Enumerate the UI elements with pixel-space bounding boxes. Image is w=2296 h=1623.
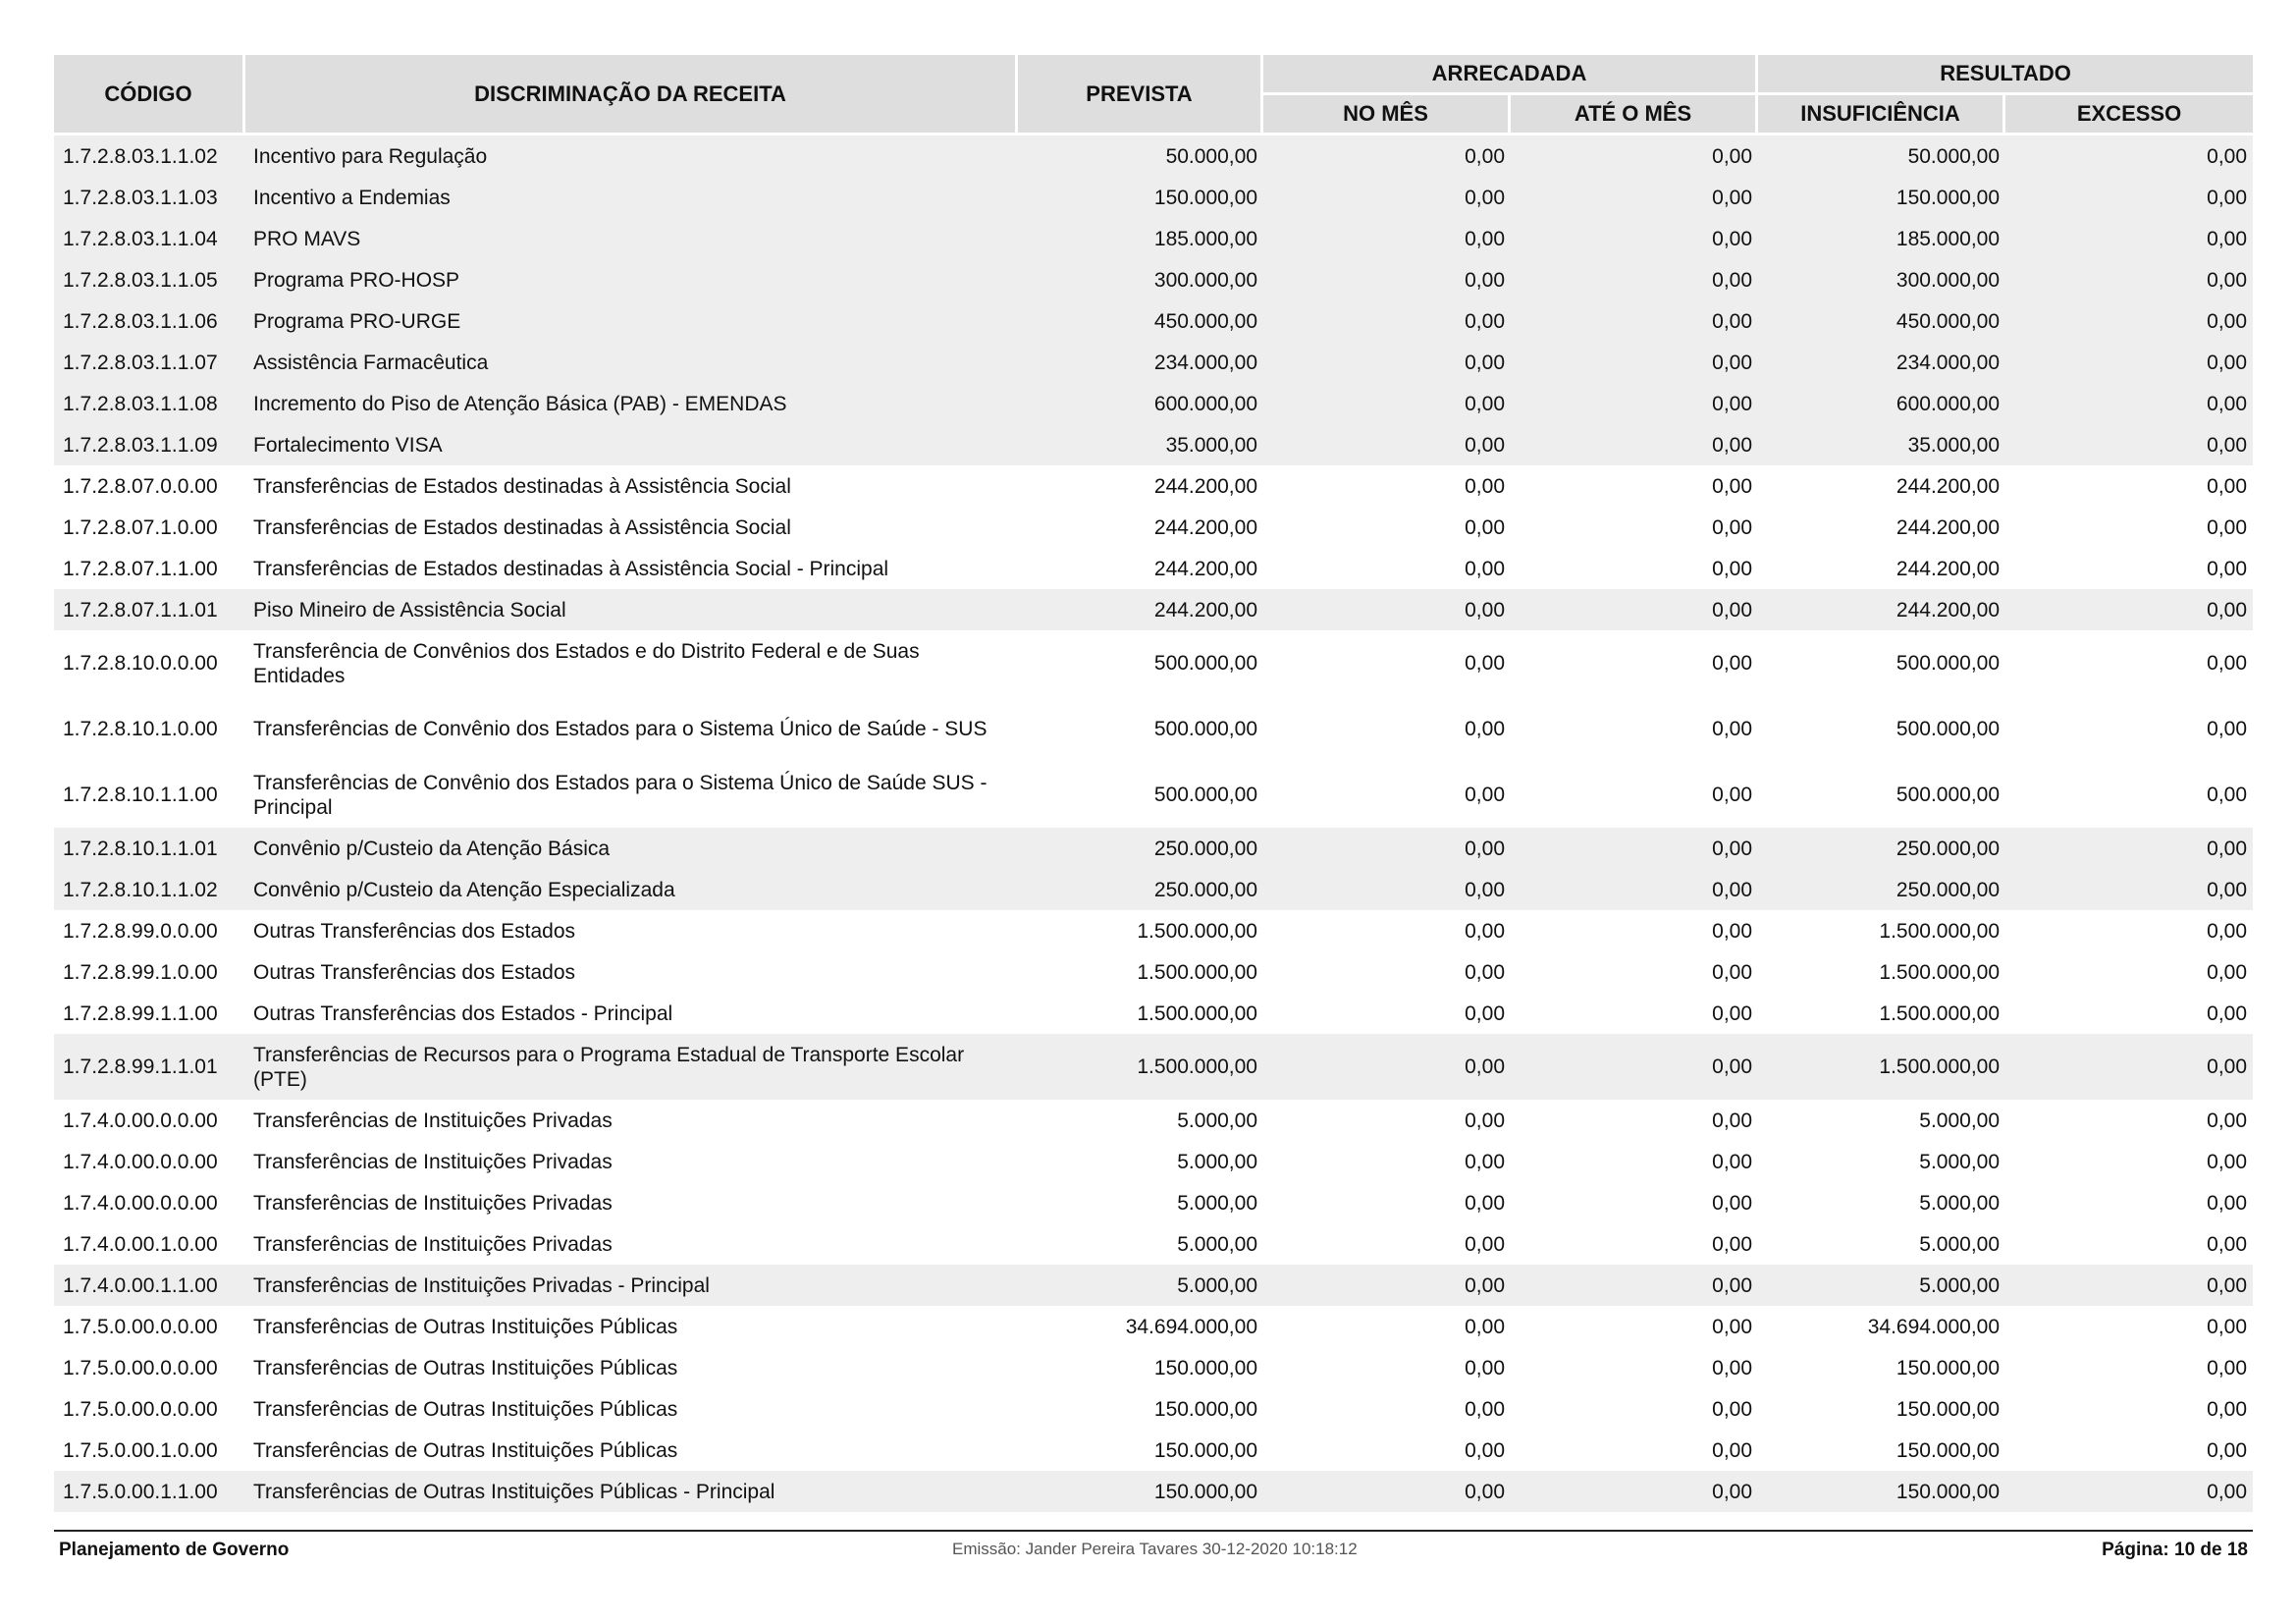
table-row — [54, 177, 2253, 218]
prevista-cell: 244.200,00 — [1018, 548, 1263, 589]
ate-o-mes-cell: 0,00 — [1511, 869, 1758, 910]
description-cell: Outras Transferências dos Estados - Principal — [245, 993, 1018, 1034]
no-mes-cell: 0,00 — [1263, 993, 1511, 1034]
table-row — [54, 910, 2253, 951]
no-mes-cell: 0,00 — [1263, 1034, 1511, 1100]
description-cell: Transferências de Recursos para o Programa Estadual de Transporte Escolar (PTE) — [245, 1034, 1018, 1100]
code-cell: 1.7.2.8.10.1.0.00 — [54, 696, 245, 762]
ate-o-mes-cell: 0,00 — [1511, 135, 1758, 177]
prevista-cell: 234.000,00 — [1018, 342, 1263, 383]
ate-o-mes-cell: 0,00 — [1511, 300, 1758, 342]
prevista-cell: 300.000,00 — [1018, 259, 1263, 300]
insuficiencia-cell: 150.000,00 — [1758, 177, 2005, 218]
table-row — [54, 342, 2253, 383]
table-row — [54, 465, 2253, 507]
table-row — [54, 424, 2253, 465]
code-cell: 1.7.2.8.03.1.1.09 — [54, 424, 245, 465]
prevista-cell: 500.000,00 — [1018, 696, 1263, 762]
table-row — [54, 259, 2253, 300]
ate-o-mes-cell: 0,00 — [1511, 383, 1758, 424]
insuficiencia-cell: 600.000,00 — [1758, 383, 2005, 424]
header-discriminacao: DISCRIMINAÇÃO DA RECEITA — [245, 55, 1018, 135]
description-cell: Outras Transferências dos Estados — [245, 951, 1018, 993]
description-cell: Incentivo para Regulação — [245, 135, 1018, 177]
insuficiencia-cell: 5.000,00 — [1758, 1265, 2005, 1306]
table-row — [54, 1182, 2253, 1223]
excesso-cell: 0,00 — [2005, 696, 2253, 762]
insuficiencia-cell: 1.500.000,00 — [1758, 910, 2005, 951]
prevista-cell: 244.200,00 — [1018, 465, 1263, 507]
prevista-cell: 600.000,00 — [1018, 383, 1263, 424]
table-row — [54, 300, 2253, 342]
no-mes-cell: 0,00 — [1263, 1388, 1511, 1430]
prevista-cell: 5.000,00 — [1018, 1223, 1263, 1265]
ate-o-mes-cell: 0,00 — [1511, 951, 1758, 993]
prevista-cell: 35.000,00 — [1018, 424, 1263, 465]
table-row — [54, 828, 2253, 869]
code-cell: 1.7.2.8.07.1.1.01 — [54, 589, 245, 630]
prevista-cell: 500.000,00 — [1018, 630, 1263, 696]
no-mes-cell: 0,00 — [1263, 383, 1511, 424]
description-cell: Transferências de Instituições Privadas — [245, 1100, 1018, 1141]
prevista-cell: 150.000,00 — [1018, 177, 1263, 218]
table-row — [54, 507, 2253, 548]
code-cell: 1.7.2.8.03.1.1.07 — [54, 342, 245, 383]
insuficiencia-cell: 150.000,00 — [1758, 1347, 2005, 1388]
description-cell: Transferências de Instituições Privadas — [245, 1182, 1018, 1223]
code-cell: 1.7.2.8.03.1.1.03 — [54, 177, 245, 218]
header-excesso: EXCESSO — [2005, 95, 2253, 135]
code-cell: 1.7.2.8.03.1.1.05 — [54, 259, 245, 300]
ate-o-mes-cell: 0,00 — [1511, 1430, 1758, 1471]
description-cell: Fortalecimento VISA — [245, 424, 1018, 465]
ate-o-mes-cell: 0,00 — [1511, 1388, 1758, 1430]
table-row — [54, 696, 2253, 762]
description-cell: Programa PRO-URGE — [245, 300, 1018, 342]
excesso-cell: 0,00 — [2005, 1388, 2253, 1430]
excesso-cell: 0,00 — [2005, 1471, 2253, 1512]
description-cell: Assistência Farmacêutica — [245, 342, 1018, 383]
no-mes-cell: 0,00 — [1263, 424, 1511, 465]
table-row — [54, 1306, 2253, 1347]
no-mes-cell: 0,00 — [1263, 548, 1511, 589]
excesso-cell: 0,00 — [2005, 1034, 2253, 1100]
insuficiencia-cell: 5.000,00 — [1758, 1223, 2005, 1265]
excesso-cell: 0,00 — [2005, 951, 2253, 993]
no-mes-cell: 0,00 — [1263, 300, 1511, 342]
insuficiencia-cell: 50.000,00 — [1758, 135, 2005, 177]
insuficiencia-cell: 244.200,00 — [1758, 589, 2005, 630]
prevista-cell: 1.500.000,00 — [1018, 910, 1263, 951]
footer-emission: Emissão: Jander Pereira Tavares 30-12-2020 10:18:12 — [952, 1540, 1358, 1558]
no-mes-cell: 0,00 — [1263, 910, 1511, 951]
code-cell: 1.7.4.0.00.1.1.00 — [54, 1265, 245, 1306]
excesso-cell: 0,00 — [2005, 1430, 2253, 1471]
insuficiencia-cell: 35.000,00 — [1758, 424, 2005, 465]
excesso-cell: 0,00 — [2005, 177, 2253, 218]
prevista-cell: 5.000,00 — [1018, 1141, 1263, 1182]
code-cell: 1.7.2.8.99.1.1.00 — [54, 993, 245, 1034]
insuficiencia-cell: 500.000,00 — [1758, 762, 2005, 828]
excesso-cell: 0,00 — [2005, 1347, 2253, 1388]
insuficiencia-cell: 250.000,00 — [1758, 828, 2005, 869]
prevista-cell: 150.000,00 — [1018, 1347, 1263, 1388]
table-row — [54, 135, 2253, 177]
description-cell: Transferências de Outras Instituições Públicas — [245, 1347, 1018, 1388]
excesso-cell: 0,00 — [2005, 507, 2253, 548]
no-mes-cell: 0,00 — [1263, 630, 1511, 696]
footer-department: Planejamento de Governo — [59, 1540, 290, 1560]
revenue-table — [54, 55, 2253, 1512]
excesso-cell: 0,00 — [2005, 589, 2253, 630]
table-row — [54, 218, 2253, 259]
ate-o-mes-cell: 0,00 — [1511, 993, 1758, 1034]
ate-o-mes-cell: 0,00 — [1511, 1306, 1758, 1347]
table-row — [54, 869, 2253, 910]
page-footer — [59, 1540, 2248, 1569]
insuficiencia-cell: 244.200,00 — [1758, 507, 2005, 548]
no-mes-cell: 0,00 — [1263, 951, 1511, 993]
table-body — [54, 135, 2253, 1512]
ate-o-mes-cell: 0,00 — [1511, 177, 1758, 218]
excesso-cell: 0,00 — [2005, 630, 2253, 696]
description-cell: Programa PRO-HOSP — [245, 259, 1018, 300]
insuficiencia-cell: 244.200,00 — [1758, 465, 2005, 507]
table-row — [54, 589, 2253, 630]
ate-o-mes-cell: 0,00 — [1511, 1100, 1758, 1141]
insuficiencia-cell: 450.000,00 — [1758, 300, 2005, 342]
code-cell: 1.7.4.0.00.0.0.00 — [54, 1100, 245, 1141]
ate-o-mes-cell: 0,00 — [1511, 1141, 1758, 1182]
prevista-cell: 500.000,00 — [1018, 762, 1263, 828]
code-cell: 1.7.2.8.03.1.1.02 — [54, 135, 245, 177]
table-row — [54, 1141, 2253, 1182]
ate-o-mes-cell: 0,00 — [1511, 589, 1758, 630]
header-codigo: CÓDIGO — [54, 55, 245, 135]
prevista-cell: 250.000,00 — [1018, 869, 1263, 910]
prevista-cell: 150.000,00 — [1018, 1388, 1263, 1430]
table-row — [54, 762, 2253, 828]
table-row — [54, 630, 2253, 696]
excesso-cell: 0,00 — [2005, 1141, 2253, 1182]
report-page — [54, 55, 2253, 1512]
header-no-mes: NO MÊS — [1263, 95, 1511, 135]
code-cell: 1.7.5.0.00.1.1.00 — [54, 1471, 245, 1512]
no-mes-cell: 0,00 — [1263, 1430, 1511, 1471]
description-cell: Transferências de Estados destinadas à Assistência Social — [245, 465, 1018, 507]
code-cell: 1.7.2.8.99.0.0.00 — [54, 910, 245, 951]
excesso-cell: 0,00 — [2005, 869, 2253, 910]
insuficiencia-cell: 500.000,00 — [1758, 696, 2005, 762]
footer-divider — [54, 1530, 2253, 1532]
excesso-cell: 0,00 — [2005, 1223, 2253, 1265]
code-cell: 1.7.4.0.00.0.0.00 — [54, 1182, 245, 1223]
description-cell: Transferências de Outras Instituições Públicas - Principal — [245, 1471, 1018, 1512]
ate-o-mes-cell: 0,00 — [1511, 424, 1758, 465]
table-row — [54, 1034, 2253, 1100]
prevista-cell: 450.000,00 — [1018, 300, 1263, 342]
table-row — [54, 951, 2253, 993]
excesso-cell: 0,00 — [2005, 259, 2253, 300]
code-cell: 1.7.2.8.99.1.0.00 — [54, 951, 245, 993]
description-cell: Transferências de Instituições Privadas — [245, 1223, 1018, 1265]
excesso-cell: 0,00 — [2005, 218, 2253, 259]
table-row — [54, 1430, 2253, 1471]
prevista-cell: 1.500.000,00 — [1018, 951, 1263, 993]
description-cell: PRO MAVS — [245, 218, 1018, 259]
excesso-cell: 0,00 — [2005, 910, 2253, 951]
code-cell: 1.7.2.8.03.1.1.04 — [54, 218, 245, 259]
no-mes-cell: 0,00 — [1263, 1100, 1511, 1141]
insuficiencia-cell: 1.500.000,00 — [1758, 1034, 2005, 1100]
ate-o-mes-cell: 0,00 — [1511, 696, 1758, 762]
header-arrecadada: ARRECADADA — [1263, 55, 1758, 95]
table-row — [54, 1471, 2253, 1512]
code-cell: 1.7.2.8.10.1.1.02 — [54, 869, 245, 910]
description-cell: Transferências de Estados destinadas à Assistência Social — [245, 507, 1018, 548]
no-mes-cell: 0,00 — [1263, 1223, 1511, 1265]
prevista-cell: 185.000,00 — [1018, 218, 1263, 259]
no-mes-cell: 0,00 — [1263, 696, 1511, 762]
description-cell: Transferência de Convênios dos Estados e do Distrito Federal e de Suas Entidades — [245, 630, 1018, 696]
ate-o-mes-cell: 0,00 — [1511, 342, 1758, 383]
ate-o-mes-cell: 0,00 — [1511, 762, 1758, 828]
description-cell: Outras Transferências dos Estados — [245, 910, 1018, 951]
header-prevista: PREVISTA — [1018, 55, 1263, 135]
insuficiencia-cell: 150.000,00 — [1758, 1471, 2005, 1512]
table-row — [54, 1223, 2253, 1265]
insuficiencia-cell: 5.000,00 — [1758, 1182, 2005, 1223]
header-ate-o-mes: ATÉ O MÊS — [1511, 95, 1758, 135]
ate-o-mes-cell: 0,00 — [1511, 1471, 1758, 1512]
insuficiencia-cell: 1.500.000,00 — [1758, 993, 2005, 1034]
prevista-cell: 5.000,00 — [1018, 1182, 1263, 1223]
description-cell: Incremento do Piso de Atenção Básica (PAB) - EMENDAS — [245, 383, 1018, 424]
insuficiencia-cell: 150.000,00 — [1758, 1388, 2005, 1430]
table-row — [54, 1100, 2253, 1141]
excesso-cell: 0,00 — [2005, 1306, 2253, 1347]
table-row — [54, 1265, 2253, 1306]
description-cell: Transferências de Convênio dos Estados para o Sistema Único de Saúde - SUS — [245, 696, 1018, 762]
excesso-cell: 0,00 — [2005, 342, 2253, 383]
code-cell: 1.7.2.8.99.1.1.01 — [54, 1034, 245, 1100]
prevista-cell: 50.000,00 — [1018, 135, 1263, 177]
ate-o-mes-cell: 0,00 — [1511, 630, 1758, 696]
excesso-cell: 0,00 — [2005, 300, 2253, 342]
code-cell: 1.7.4.0.00.0.0.00 — [54, 1141, 245, 1182]
code-cell: 1.7.5.0.00.0.0.00 — [54, 1388, 245, 1430]
header-insuficiencia: INSUFICIÊNCIA — [1758, 95, 2005, 135]
description-cell: Piso Mineiro de Assistência Social — [245, 589, 1018, 630]
no-mes-cell: 0,00 — [1263, 342, 1511, 383]
ate-o-mes-cell: 0,00 — [1511, 910, 1758, 951]
ate-o-mes-cell: 0,00 — [1511, 465, 1758, 507]
table-header — [54, 55, 2253, 135]
insuficiencia-cell: 1.500.000,00 — [1758, 951, 2005, 993]
code-cell: 1.7.2.8.03.1.1.08 — [54, 383, 245, 424]
description-cell: Transferências de Estados destinadas à Assistência Social - Principal — [245, 548, 1018, 589]
no-mes-cell: 0,00 — [1263, 1265, 1511, 1306]
insuficiencia-cell: 5.000,00 — [1758, 1100, 2005, 1141]
ate-o-mes-cell: 0,00 — [1511, 218, 1758, 259]
description-cell: Transferências de Outras Instituições Públicas — [245, 1306, 1018, 1347]
no-mes-cell: 0,00 — [1263, 869, 1511, 910]
prevista-cell: 1.500.000,00 — [1018, 993, 1263, 1034]
excesso-cell: 0,00 — [2005, 465, 2253, 507]
no-mes-cell: 0,00 — [1263, 589, 1511, 630]
code-cell: 1.7.2.8.10.1.1.00 — [54, 762, 245, 828]
prevista-cell: 34.694.000,00 — [1018, 1306, 1263, 1347]
no-mes-cell: 0,00 — [1263, 1141, 1511, 1182]
code-cell: 1.7.2.8.03.1.1.06 — [54, 300, 245, 342]
prevista-cell: 244.200,00 — [1018, 507, 1263, 548]
code-cell: 1.7.4.0.00.1.0.00 — [54, 1223, 245, 1265]
description-cell: Transferências de Instituições Privadas - Principal — [245, 1265, 1018, 1306]
excesso-cell: 0,00 — [2005, 993, 2253, 1034]
no-mes-cell: 0,00 — [1263, 218, 1511, 259]
ate-o-mes-cell: 0,00 — [1511, 1034, 1758, 1100]
ate-o-mes-cell: 0,00 — [1511, 259, 1758, 300]
prevista-cell: 244.200,00 — [1018, 589, 1263, 630]
insuficiencia-cell: 234.000,00 — [1758, 342, 2005, 383]
description-cell: Transferências de Convênio dos Estados para o Sistema Único de Saúde SUS - Principal — [245, 762, 1018, 828]
ate-o-mes-cell: 0,00 — [1511, 507, 1758, 548]
code-cell: 1.7.5.0.00.0.0.00 — [54, 1347, 245, 1388]
description-cell: Convênio p/Custeio da Atenção Básica — [245, 828, 1018, 869]
prevista-cell: 1.500.000,00 — [1018, 1034, 1263, 1100]
ate-o-mes-cell: 0,00 — [1511, 1347, 1758, 1388]
no-mes-cell: 0,00 — [1263, 259, 1511, 300]
excesso-cell: 0,00 — [2005, 1265, 2253, 1306]
no-mes-cell: 0,00 — [1263, 135, 1511, 177]
insuficiencia-cell: 244.200,00 — [1758, 548, 2005, 589]
no-mes-cell: 0,00 — [1263, 762, 1511, 828]
prevista-cell: 250.000,00 — [1018, 828, 1263, 869]
no-mes-cell: 0,00 — [1263, 1182, 1511, 1223]
description-cell: Convênio p/Custeio da Atenção Especializada — [245, 869, 1018, 910]
code-cell: 1.7.5.0.00.0.0.00 — [54, 1306, 245, 1347]
ate-o-mes-cell: 0,00 — [1511, 1182, 1758, 1223]
prevista-cell: 5.000,00 — [1018, 1100, 1263, 1141]
table-row — [54, 383, 2253, 424]
code-cell: 1.7.2.8.10.1.1.01 — [54, 828, 245, 869]
ate-o-mes-cell: 0,00 — [1511, 1265, 1758, 1306]
no-mes-cell: 0,00 — [1263, 828, 1511, 869]
prevista-cell: 5.000,00 — [1018, 1265, 1263, 1306]
code-cell: 1.7.2.8.07.0.0.00 — [54, 465, 245, 507]
description-cell: Incentivo a Endemias — [245, 177, 1018, 218]
table-row — [54, 1347, 2253, 1388]
ate-o-mes-cell: 0,00 — [1511, 548, 1758, 589]
code-cell: 1.7.5.0.00.1.0.00 — [54, 1430, 245, 1471]
insuficiencia-cell: 34.694.000,00 — [1758, 1306, 2005, 1347]
prevista-cell: 150.000,00 — [1018, 1471, 1263, 1512]
ate-o-mes-cell: 0,00 — [1511, 828, 1758, 869]
insuficiencia-cell: 500.000,00 — [1758, 630, 2005, 696]
insuficiencia-cell: 185.000,00 — [1758, 218, 2005, 259]
code-cell: 1.7.2.8.07.1.1.00 — [54, 548, 245, 589]
excesso-cell: 0,00 — [2005, 828, 2253, 869]
insuficiencia-cell: 300.000,00 — [1758, 259, 2005, 300]
description-cell: Transferências de Outras Instituições Públicas — [245, 1388, 1018, 1430]
prevista-cell: 150.000,00 — [1018, 1430, 1263, 1471]
insuficiencia-cell: 5.000,00 — [1758, 1141, 2005, 1182]
code-cell: 1.7.2.8.07.1.0.00 — [54, 507, 245, 548]
table-row — [54, 548, 2253, 589]
table-row — [54, 1388, 2253, 1430]
excesso-cell: 0,00 — [2005, 548, 2253, 589]
excesso-cell: 0,00 — [2005, 135, 2253, 177]
excesso-cell: 0,00 — [2005, 1100, 2253, 1141]
footer-page-number: Página: 10 de 18 — [2102, 1540, 2248, 1560]
description-cell: Transferências de Instituições Privadas — [245, 1141, 1018, 1182]
header-resultado: RESULTADO — [1758, 55, 2253, 95]
excesso-cell: 0,00 — [2005, 1182, 2253, 1223]
excesso-cell: 0,00 — [2005, 762, 2253, 828]
insuficiencia-cell: 150.000,00 — [1758, 1430, 2005, 1471]
no-mes-cell: 0,00 — [1263, 177, 1511, 218]
excesso-cell: 0,00 — [2005, 424, 2253, 465]
code-cell: 1.7.2.8.10.0.0.00 — [54, 630, 245, 696]
no-mes-cell: 0,00 — [1263, 1306, 1511, 1347]
excesso-cell: 0,00 — [2005, 383, 2253, 424]
no-mes-cell: 0,00 — [1263, 507, 1511, 548]
description-cell: Transferências de Outras Instituições Públicas — [245, 1430, 1018, 1471]
no-mes-cell: 0,00 — [1263, 465, 1511, 507]
no-mes-cell: 0,00 — [1263, 1347, 1511, 1388]
ate-o-mes-cell: 0,00 — [1511, 1223, 1758, 1265]
insuficiencia-cell: 250.000,00 — [1758, 869, 2005, 910]
table-row — [54, 993, 2253, 1034]
no-mes-cell: 0,00 — [1263, 1471, 1511, 1512]
